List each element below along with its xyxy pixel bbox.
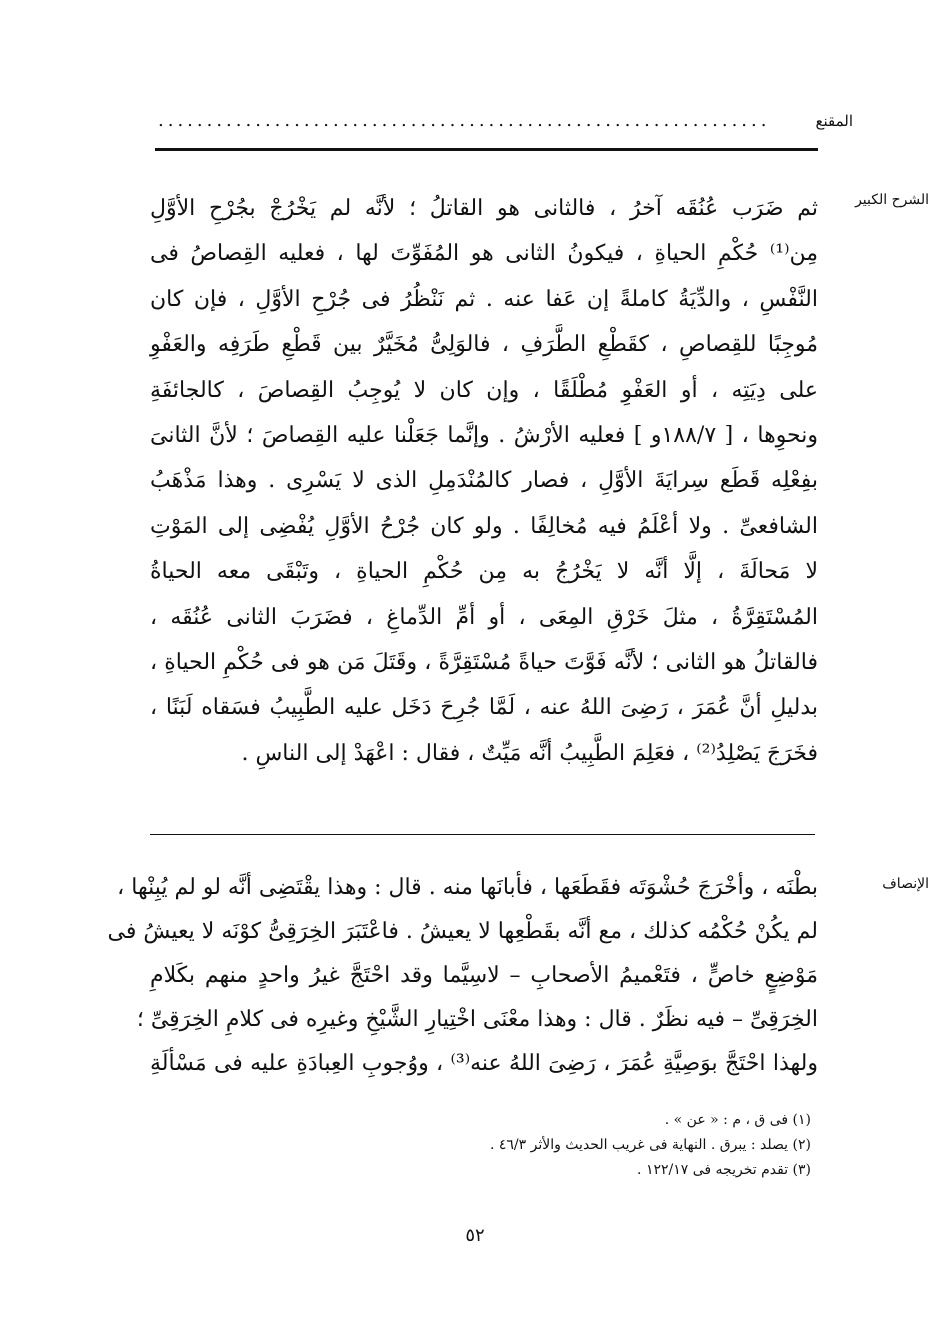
text-line: بطْنَه ، وأخْرَجَ حُشْوَتَه فقَطَعَها ، فأبانَها منه . قال : وهذا يقْتَضِى أنَّه لو لم يُبِنْها ، <box>117 875 818 900</box>
text-line: فالقاتلُ هو الثانى ؛ لأنَّه فَوَّتَ حياةً مُسْتَقِرَّةً ، وقَتَلَ مَن هو فى حُكْمِ الحياةِ ، <box>150 650 818 676</box>
text-line: مِن⁽¹⁾ حُكْمِ الحياةِ ، فيكونُ الثانى هو المُفَوِّتَ لها ، فعليه القِصاصُ فى <box>150 241 818 267</box>
footnotes <box>211 1108 811 1183</box>
text-line: مُوجِبًا للقِصاصِ ، كقَطْعِ الطَّرَفِ ، فالوَلِىُّ مُخَيَّرٌ بين قَطْعِ طَرَفِه والعَفْوِ <box>150 332 818 358</box>
text-line: بفِعْلِه قَطَع سِرايَةَ الأوَّلِ ، فصار كالمُنْدَمِلِ الذى لا يَسْرِى . وهذا مَذْهَبُ <box>150 468 818 494</box>
text-line: الخِرَقِىِّ – فيه نظَرٌ . قال : وهذا معْنَى اخْتِيارِ الشَّيْخِ وغيرِه فى كلامِ الخِرَقِىِّ ؛ <box>136 1007 818 1032</box>
insaf-section-label: الإنصاف <box>882 876 929 892</box>
text-line: لم يكُنْ حُكْمُه كذلك ، مع أنَّه بقَطْعِها لا يعيشُ . فاعْتَبَرَ الخِرَقِىُّ كوْنَه لا يعيشُ فى <box>107 919 818 944</box>
running-head: المقنع <box>815 112 853 130</box>
text-line: لا مَحالَةَ ، إلَّا أنَّه لا يَخْرُجُ به مِن حُكْمِ الحياةِ ، وتَبْقَى معه الحياةُ <box>150 559 818 585</box>
text-line: المُسْتَقِرَّةُ ، مثلَ خَرْقِ المِعَى ، أو أمِّ الدِّماغِ ، فضَرَبَ الثانى عُنُقَه ، <box>150 604 818 630</box>
text-line: ثم ضَرَب عُنُقَه آخرُ ، فالثانى هو القاتلُ ؛ لأنَّه لم يَخْرُجْ بجُرْحِ الأوَّلِ <box>150 196 818 221</box>
section-divider <box>150 834 815 835</box>
footnote: (١) فى ق ، م : « عن » . <box>664 1112 811 1128</box>
text-line: ونحوِها ، [ ١٨٨/٧و ] فعليه الأرْشُ . وإنَّما جَعَلْنا عليه القِصاصَ ؛ لأنَّ الثانىَ <box>150 423 819 449</box>
text-line: الشافعىِّ . ولا أعْلَمُ فيه مُخالِفًا . ولو كان جُرْحُ الأوَّلِ يُفْضِى إلى المَوْتِ <box>150 513 818 539</box>
text-line: بدليلِ أنَّ عُمَرَ ، رَضِىَ اللهُ عنه ، لَمَّا جُرِحَ دَخَل عليه الطَّبِيبُ فسَقاه لَبَنًا ، <box>150 695 818 721</box>
footnote: (٣) تقدم تخريجه فى ١٢٢/١٧ . <box>637 1162 811 1178</box>
text-line: ولهذا احْتَجَّ بوَصِيَّةِ عُمَرَ ، رَضِىَ اللهُ عنه⁽³⁾ ، ووُجوبِ العِبادَةِ عليه فى مَسْألَةِ <box>150 1051 818 1076</box>
text-line: مَوْضِعٍ خاصٍّ ، فتَعْميمُ الأصحابِ – لاسِيَّما وقد احْتَجَّ غيرُ واحدٍ منهم بكَلامِ <box>150 963 818 988</box>
header-rule <box>155 148 818 151</box>
text-line: فخَرَجَ يَصْلِدُ⁽²⁾ ، فعَلِمَ الطَّبِيبُ أنَّه مَيِّتٌ ، فقال : اعْهَدْ إلى الناسِ . <box>241 740 818 766</box>
header-dot-leader: ............................................................... <box>158 110 771 131</box>
page-number: ٥٢ <box>465 1225 485 1246</box>
text-line: النَّفْسِ ، والدِّيَةُ كاملةً إن عَفا عنه . ثم نَنْظُرُ فى جُرْحِ الأوَّلِ ، فإن كان <box>150 286 818 312</box>
footnote: (٢) يصلد : يبرق . النهاية فى غريب الحديث والأثر ٤٦/٣ . <box>489 1137 811 1153</box>
sharh-section-label: الشرح الكبير <box>855 192 929 208</box>
insaf-text-block <box>107 866 818 1086</box>
text-line: على دِيَتِه ، أو العَفْوِ مُطْلَقًا ، وإن كان لا يُوجِبُ القِصاصَ ، كالجائفَةِ <box>150 377 818 403</box>
sharh-text-block <box>150 186 818 776</box>
